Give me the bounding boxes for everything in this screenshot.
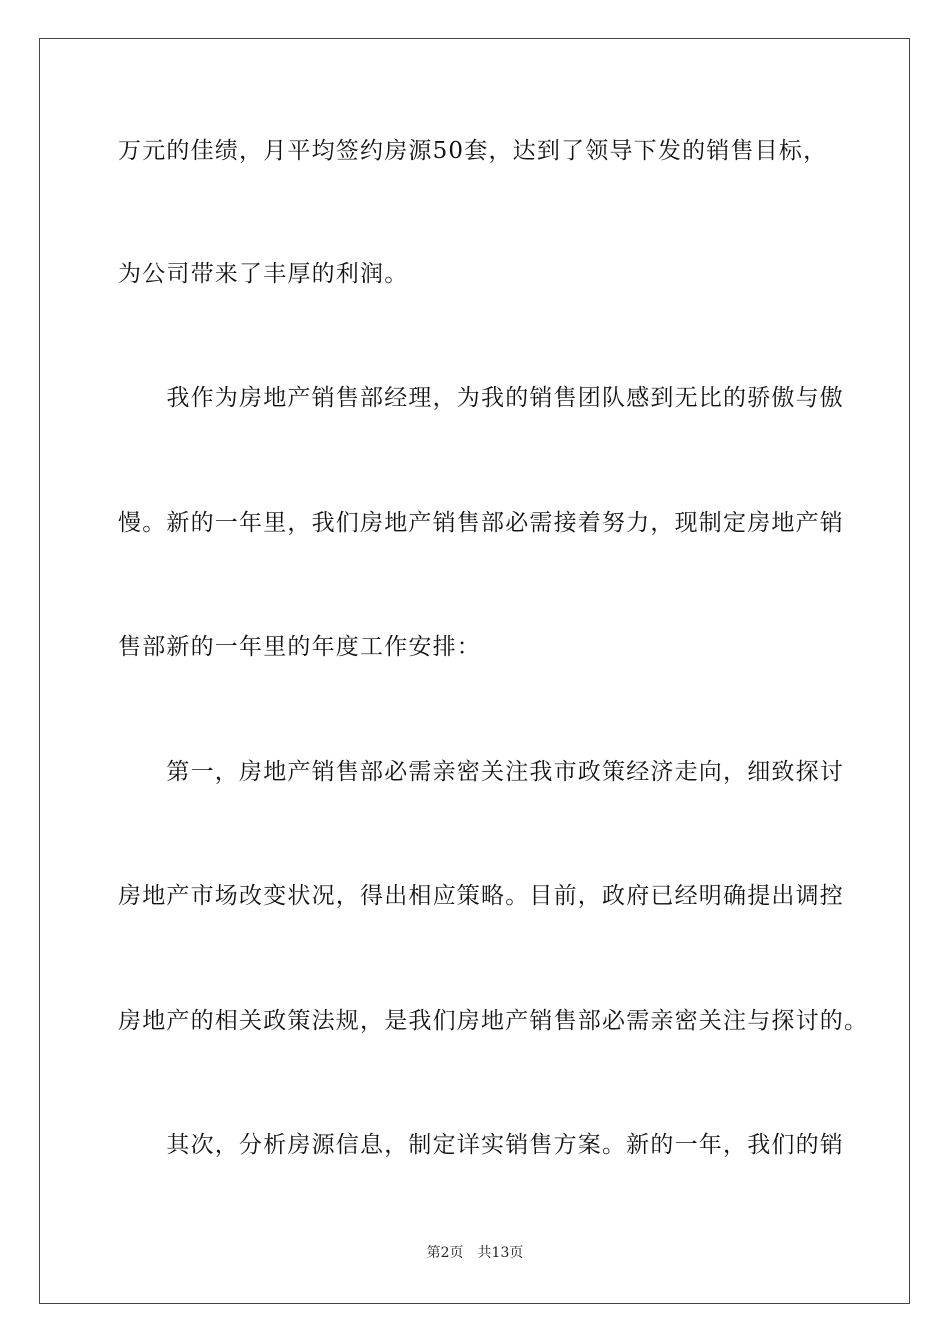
body-text-line-5: 售部新的一年里的年度工作安排：: [118, 634, 481, 660]
body-text-line-2: 为公司带来了丰厚的利润。: [118, 261, 409, 287]
page-number: 第2页: [426, 1245, 464, 1261]
body-text-line-1: 万元的佳绩，月平均签约房源50套，达到了领导下发的销售目标，: [118, 138, 828, 164]
body-text-line-8: 房地产的相关政策法规，是我们房地产销售部必需亲密关注与探讨的。: [118, 1008, 869, 1034]
page-footer: [0, 1244, 950, 1262]
body-text-line-3: 我作为房地产销售部经理，为我的销售团队感到无比的骄傲与傲: [118, 385, 844, 411]
body-text-line-7: 房地产市场改变状况，得出相应策略。目前，政府已经明确提出调控: [118, 883, 844, 909]
page-border: [39, 38, 910, 1304]
body-text-line-6: 第一，房地产销售部必需亲密关注我市政策经济走向，细致探讨: [118, 759, 844, 785]
page-total: 共13页: [477, 1245, 524, 1261]
body-text-line-9: 其次，分析房源信息，制定详实销售方案。新的一年，我们的销: [118, 1132, 844, 1158]
body-text-line-4: 慢。新的一年里，我们房地产销售部必需接着努力，现制定房地产销: [118, 510, 844, 536]
